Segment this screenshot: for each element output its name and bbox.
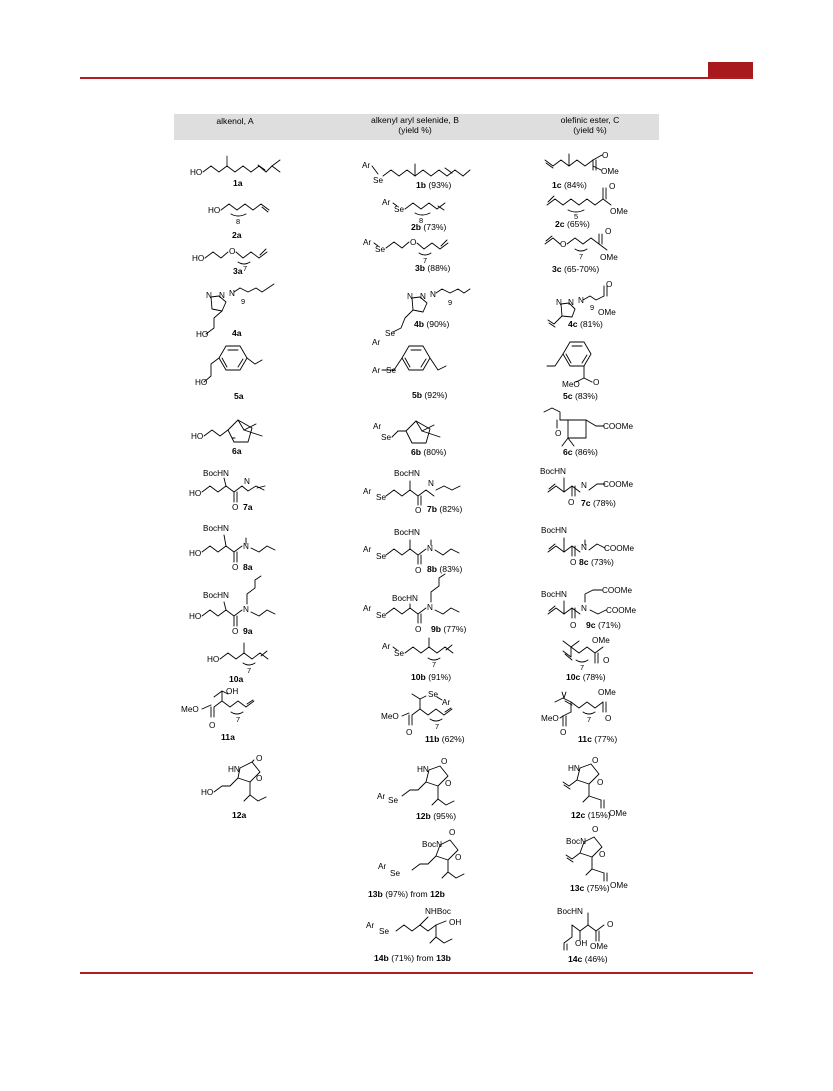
svg-text:BocHN: BocHN: [541, 526, 567, 535]
svg-text:Ar: Ar: [378, 862, 387, 871]
svg-text:O: O: [232, 563, 239, 572]
svg-text:MeO: MeO: [562, 380, 580, 389]
svg-text:7: 7: [247, 666, 252, 675]
label-10a: 10a: [229, 674, 244, 684]
svg-text:N: N: [420, 292, 426, 301]
label-4a: 4a: [232, 328, 242, 338]
structure-12a: [201, 754, 266, 801]
structure-2a: [208, 204, 269, 226]
svg-text:O: O: [609, 182, 616, 191]
svg-text:7: 7: [435, 722, 440, 731]
svg-text:N: N: [427, 603, 433, 612]
svg-text:O: O: [607, 920, 614, 929]
svg-text:Se: Se: [428, 690, 439, 699]
svg-text:7: 7: [423, 256, 428, 265]
svg-text:Se: Se: [381, 433, 392, 442]
svg-text:7: 7: [580, 663, 585, 672]
svg-text:Se: Se: [376, 611, 387, 620]
label-10b: 10b (91%): [411, 672, 452, 682]
structure-9a: [189, 576, 275, 636]
svg-text:N: N: [556, 298, 562, 307]
structure-6c: [544, 408, 633, 446]
svg-text:O: O: [605, 227, 612, 236]
label-8c: 8c (73%): [579, 557, 614, 567]
svg-text:7: 7: [587, 715, 592, 724]
label-9c: 9c (71%): [586, 620, 621, 630]
svg-text:Se: Se: [386, 366, 397, 375]
svg-text:N: N: [581, 543, 587, 552]
svg-text:Ar: Ar: [363, 545, 372, 554]
svg-text:OH: OH: [226, 687, 239, 696]
svg-text:OH: OH: [575, 939, 588, 948]
svg-text:BocHN: BocHN: [203, 591, 229, 600]
label-11b: 11b (62%): [425, 734, 465, 744]
svg-text:N: N: [578, 296, 584, 305]
label-12b: 12b (95%): [416, 811, 457, 821]
label-1a: 1a: [233, 178, 243, 188]
svg-text:7: 7: [579, 252, 584, 261]
svg-text:O: O: [603, 656, 610, 665]
svg-text:HO: HO: [189, 549, 202, 558]
svg-text:O: O: [560, 728, 567, 737]
label-1c: 1c (84%): [552, 180, 587, 190]
svg-text:HO: HO: [192, 254, 205, 263]
svg-text:OMe: OMe: [590, 942, 608, 951]
label-14b: 14b (71%) from 13b: [374, 953, 451, 963]
svg-text:O: O: [232, 503, 239, 512]
svg-text:Se: Se: [388, 796, 399, 805]
header-selenide: alkenyl aryl selenide, B (yield %): [371, 115, 459, 135]
svg-text:Se: Se: [394, 649, 405, 658]
label-3c: 3c (65-70%): [552, 264, 600, 274]
svg-text:COOMe: COOMe: [603, 480, 634, 489]
svg-text:HO: HO: [189, 612, 202, 621]
svg-text:7: 7: [243, 264, 248, 273]
header-ester: olefinic ester, C (yield %): [560, 115, 620, 135]
structure-12b: [377, 757, 454, 805]
svg-text:BocHN: BocHN: [394, 469, 420, 478]
svg-text:Se: Se: [385, 329, 396, 338]
svg-text:O: O: [599, 850, 606, 859]
label-9a: 9a: [243, 626, 253, 636]
structure-4b: [372, 289, 470, 347]
svg-text:COOMe: COOMe: [603, 422, 634, 431]
svg-text:9: 9: [241, 297, 246, 306]
svg-text:Ar: Ar: [362, 161, 371, 170]
svg-text:HO: HO: [190, 168, 203, 177]
label-5a: 5a: [234, 391, 244, 401]
svg-text:N: N: [427, 544, 433, 553]
svg-text:HO: HO: [201, 788, 214, 797]
svg-text:BocN: BocN: [422, 840, 443, 849]
svg-text:O: O: [415, 506, 422, 515]
label-5b: 5b (92%): [412, 390, 448, 400]
svg-text:O: O: [592, 825, 599, 834]
svg-text:OMe: OMe: [601, 167, 619, 176]
svg-text:O: O: [597, 778, 604, 787]
svg-text:8: 8: [419, 216, 424, 225]
svg-text:MeO: MeO: [541, 714, 559, 723]
svg-text:Ar: Ar: [372, 338, 381, 347]
svg-text:9: 9: [590, 303, 595, 312]
label-8a: 8a: [243, 562, 253, 572]
svg-text:O: O: [592, 756, 599, 765]
svg-text:BocN: BocN: [566, 837, 587, 846]
svg-text:HO: HO: [195, 378, 208, 387]
structure-5a: [195, 346, 262, 387]
svg-text:Ar: Ar: [382, 198, 391, 207]
svg-text:HO: HO: [191, 432, 204, 441]
svg-text:8: 8: [236, 217, 241, 226]
svg-text:O: O: [415, 566, 422, 575]
structure-3b: [363, 238, 448, 265]
svg-text:O: O: [410, 238, 417, 247]
svg-text:HN: HN: [417, 765, 429, 774]
svg-text:NHBoc: NHBoc: [425, 907, 451, 916]
svg-text:O: O: [570, 621, 577, 630]
svg-text:OMe: OMe: [600, 253, 618, 262]
svg-text:N: N: [430, 290, 436, 299]
label-12c: 12c (15%): [571, 810, 611, 820]
structure-12c: [563, 756, 627, 818]
structure-5c: [547, 342, 599, 389]
label-13c: 13c (75%): [570, 883, 610, 893]
label-4b: 4b (90%): [414, 319, 450, 329]
svg-text:Ar: Ar: [363, 487, 372, 496]
label-9b: 9b (77%): [431, 624, 467, 634]
structure-3a: [192, 247, 267, 273]
svg-text:O: O: [445, 779, 452, 788]
svg-text:HN: HN: [228, 765, 240, 774]
svg-text:O: O: [570, 558, 577, 567]
svg-text:O: O: [449, 828, 456, 837]
structure-11c: [541, 688, 616, 737]
svg-text:Se: Se: [376, 493, 387, 502]
svg-text:Ar: Ar: [363, 604, 372, 613]
structure-13b: [378, 828, 464, 878]
svg-text:O: O: [555, 429, 562, 438]
svg-text:N: N: [568, 298, 574, 307]
structure-5b: [372, 346, 446, 375]
structure-1c: [545, 151, 619, 176]
svg-text:O: O: [606, 280, 613, 289]
label-7c: 7c (78%): [581, 498, 616, 508]
svg-text:O: O: [560, 240, 567, 249]
svg-text:OMe: OMe: [610, 881, 628, 890]
svg-text:HO: HO: [208, 206, 221, 215]
label-7b: 7b (82%): [427, 504, 463, 514]
svg-text:OMe: OMe: [598, 688, 616, 697]
structure-2b: [382, 198, 445, 225]
svg-text:N: N: [581, 604, 587, 613]
svg-text:7: 7: [236, 715, 241, 724]
structure-8a: [189, 524, 275, 572]
label-4c: 4c (81%): [568, 319, 603, 329]
svg-text:MeO: MeO: [381, 712, 399, 721]
svg-text:BocHN: BocHN: [540, 467, 566, 476]
svg-text:MeO: MeO: [181, 705, 199, 714]
structure-14b: [366, 907, 461, 943]
svg-text:O: O: [256, 754, 263, 763]
svg-text:N: N: [581, 481, 587, 490]
label-2c: 2c (65%): [555, 219, 590, 229]
label-6c: 6c (86%): [563, 447, 598, 457]
svg-text:BocHN: BocHN: [394, 528, 420, 537]
svg-text:O: O: [209, 721, 216, 730]
label-5c: 5c (83%): [563, 391, 598, 401]
svg-text:O: O: [232, 627, 239, 636]
svg-text:O: O: [602, 151, 609, 160]
label-12a: 12a: [232, 810, 247, 820]
svg-text:Ar: Ar: [377, 792, 386, 801]
svg-text:O: O: [605, 714, 612, 723]
svg-text:BocHN: BocHN: [557, 907, 583, 916]
svg-text:O: O: [229, 247, 236, 256]
structure-10a: [207, 643, 268, 675]
structure-13c: [566, 825, 628, 890]
svg-text:BocHN: BocHN: [203, 524, 229, 533]
header-alkenol: alkenol, A: [216, 116, 254, 126]
svg-text:Se: Se: [379, 927, 390, 936]
svg-text:Se: Se: [390, 869, 401, 878]
label-2a: 2a: [232, 230, 242, 240]
svg-text:Ar: Ar: [366, 921, 375, 930]
svg-text:N: N: [243, 605, 249, 614]
svg-text:HO: HO: [207, 655, 220, 664]
svg-text:9: 9: [448, 298, 453, 307]
structure-10c: [563, 636, 610, 672]
label-3b: 3b (88%): [415, 263, 451, 273]
structure-11a: [181, 687, 254, 730]
svg-text:COOMe: COOMe: [604, 544, 635, 553]
svg-text:O: O: [593, 378, 600, 387]
svg-text:OMe: OMe: [609, 809, 627, 818]
label-10c: 10c (78%): [566, 672, 606, 682]
structure-10b: [382, 638, 453, 669]
svg-text:Se: Se: [375, 245, 386, 254]
svg-text:N: N: [428, 479, 434, 488]
svg-text:O: O: [441, 757, 448, 766]
svg-text:Se: Se: [376, 552, 387, 561]
svg-text:N: N: [407, 292, 413, 301]
svg-text:O: O: [256, 774, 263, 783]
label-2b: 2b (73%): [411, 222, 447, 232]
svg-text:5: 5: [574, 212, 579, 221]
svg-text:Ar: Ar: [372, 366, 381, 375]
svg-text:OMe: OMe: [592, 636, 610, 645]
structure-11b: [381, 690, 452, 737]
svg-text:O: O: [568, 498, 575, 507]
svg-text:COOMe: COOMe: [606, 606, 637, 615]
svg-text:HO: HO: [189, 489, 202, 498]
label-1b: 1b (93%): [416, 180, 452, 190]
svg-text:Ar: Ar: [442, 698, 451, 707]
svg-text:Se: Se: [373, 176, 384, 185]
label-7a: 7a: [243, 502, 253, 512]
svg-text:O: O: [406, 728, 413, 737]
svg-text:N: N: [243, 542, 249, 551]
svg-text:O: O: [455, 853, 462, 862]
svg-text:N: N: [219, 291, 225, 300]
svg-text:N: N: [244, 477, 250, 486]
label-14c: 14c (46%): [568, 954, 608, 964]
structure-6b: [373, 421, 440, 443]
svg-text:COOMe: COOMe: [602, 586, 633, 595]
svg-text:Ar: Ar: [363, 238, 372, 247]
svg-text:HO: HO: [196, 330, 209, 339]
label-6a: 6a: [232, 446, 242, 456]
svg-text:O: O: [415, 625, 422, 634]
svg-text:HN: HN: [568, 764, 580, 773]
structure-6a: [191, 420, 262, 442]
svg-text:Ar: Ar: [382, 642, 391, 651]
svg-text:Ar: Ar: [373, 422, 382, 431]
svg-text:OMe: OMe: [610, 207, 628, 216]
svg-text:BocHN: BocHN: [203, 469, 229, 478]
svg-text:N: N: [206, 291, 212, 300]
label-3a: 3a: [233, 266, 243, 276]
label-8b: 8b (83%): [427, 564, 463, 574]
structure-3c: [545, 227, 618, 262]
svg-text:Se: Se: [394, 205, 405, 214]
structure-14c: [557, 907, 613, 951]
label-13b: 13b (97%) from 12b: [368, 889, 445, 899]
structure-1a: [190, 156, 280, 177]
label-6b: 6b (80%): [411, 447, 447, 457]
structure-7a: [189, 469, 265, 512]
svg-text:N: N: [229, 289, 235, 298]
label-11a: 11a: [221, 732, 235, 742]
label-11c: 11c (77%): [578, 734, 618, 744]
svg-text:OMe: OMe: [598, 308, 616, 317]
svg-text:OH: OH: [449, 918, 462, 927]
svg-text:BocHN: BocHN: [392, 594, 418, 603]
svg-text:BocHN: BocHN: [541, 590, 567, 599]
svg-text:7: 7: [432, 660, 437, 669]
